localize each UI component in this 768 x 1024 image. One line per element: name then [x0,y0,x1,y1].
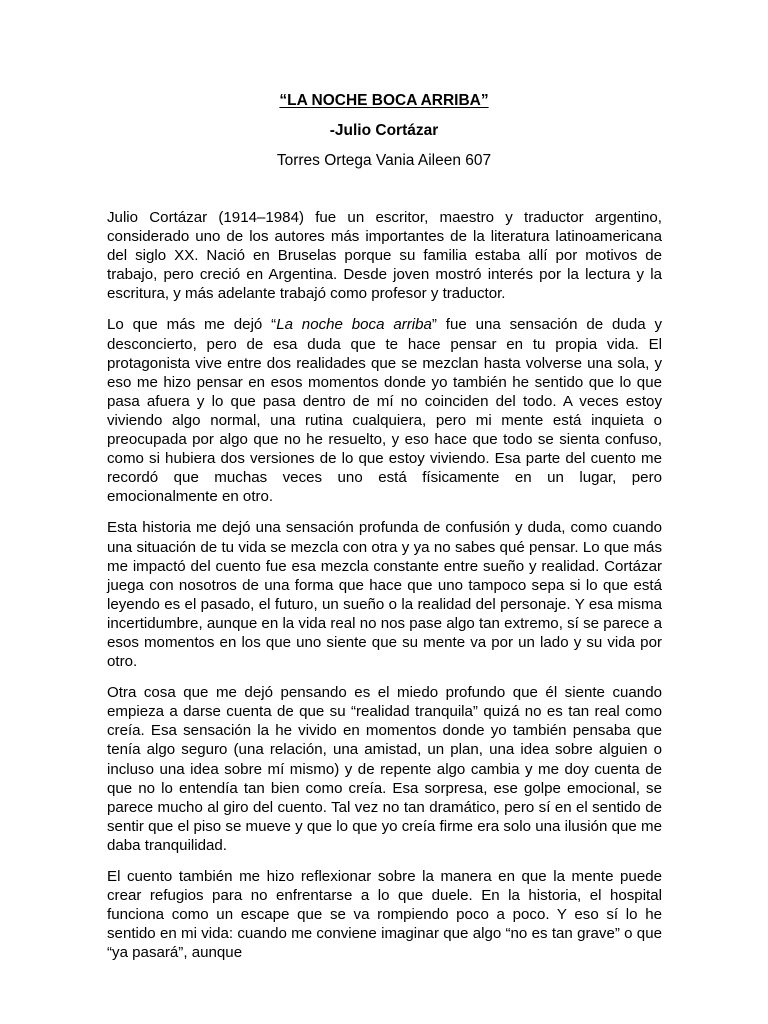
paragraph-text: Lo que más me dejó “ [107,316,277,334]
paragraph-refuge: El cuento también me hizo reflexionar sobre la manera en que la mente puede crear refugios para no enfrentarse a lo que duele. En la historia, el hospital funciona como un escape que se va rompiendo poco a poco. Y eso sí lo he sentido en mi vida: cuando me conviene imaginar que algo “no es tan grave” o que “ya pasará”, aunque [107,868,662,962]
paragraph-text: ” fue una sensación de duda y desconcierto, pero de esa duda que te hace pensar en tu propia vida. El protagonista vive entre dos realidades que se mezclan hasta volverse una sola, y eso me hizo pensar en esos momentos donde yo también he sentido que lo que pasa afuera y lo que pasa dentro de mí no coinciden del todo. A veces estoy viviendo algo normal, una rutina cualquiera, pero mi mente está inquieta o preocupada por algo que no he resuelto, y eso hace que todo se sienta confuso, como si hubiera dos versiones de lo que estoy viviendo. Esa parte del cuento me recordó que muchas veces uno está físicamente en un lugar, pero emocionalmente en otro. [107,316,662,506]
story-title-emphasis: La noche boca arriba [276,316,432,334]
student-name: Torres Ortega Vania Aileen 607 [276,152,492,169]
paragraph-impression [107,315,662,506]
paragraph-fear: Otra cosa que me dejó pensando es el miedo profundo que él siente cuando empieza a darse cuenta de que su “realidad tranquila” quizá no es tan real como creía. Esa sensación la he vivido en momentos donde yo también pensaba que tenía algo seguro (una relación, una amistad, un plan, una idea sobre alguien o incluso una idea sobre mí mismo) y de repente algo cambia y me doy cuenta de que no lo entendía tan bien como creía. Esa sorpresa, ese golpe emocional, se parece mucho al giro del cuento. Tal vez no tan dramático, pero sí en el sentido de sentir que el piso se mueve y que lo que yo creía firme era solo una ilusión que me daba tranquilidad. [107,684,662,854]
paragraph-confusion: Esta historia me dejó una sensación profunda de confusión y duda, como cuando una situación de tu vida se mezcla con otra y ya no sabes qué pensar. Lo que más me impactó del cuento fue esa mezcla constante entre sueño y realidad. Cortázar juega con nosotros de una forma que hace que uno tampoco sepa si lo que está leyendo es el pasado, el futuro, un sueño o la realidad del personaje. Y esa misma incertidumbre, aunque en la vida real no nos pase algo tan extremo, sí se parece a esos momentos en los que uno siente que su mente va por un lado y su vida por otro. [107,519,662,671]
document-body [107,208,662,974]
document-author: -Julio Cortázar [329,122,439,139]
paragraph-biography: Julio Cortázar (1914–1984) fue un escritor, maestro y traductor argentino, considerado uno de los autores más importantes de la literatura latinoamericana del siglo XX. Nació en Bruselas porque su familia estaba allí por motivos de trabajo, pero creció en Argentina. Desde joven mostró interés por la lectura y la escritura, y más adelante trabajó como profesor y traductor. [107,209,662,303]
document-title: “LA NOCHE BOCA ARRIBA” [279,92,489,109]
